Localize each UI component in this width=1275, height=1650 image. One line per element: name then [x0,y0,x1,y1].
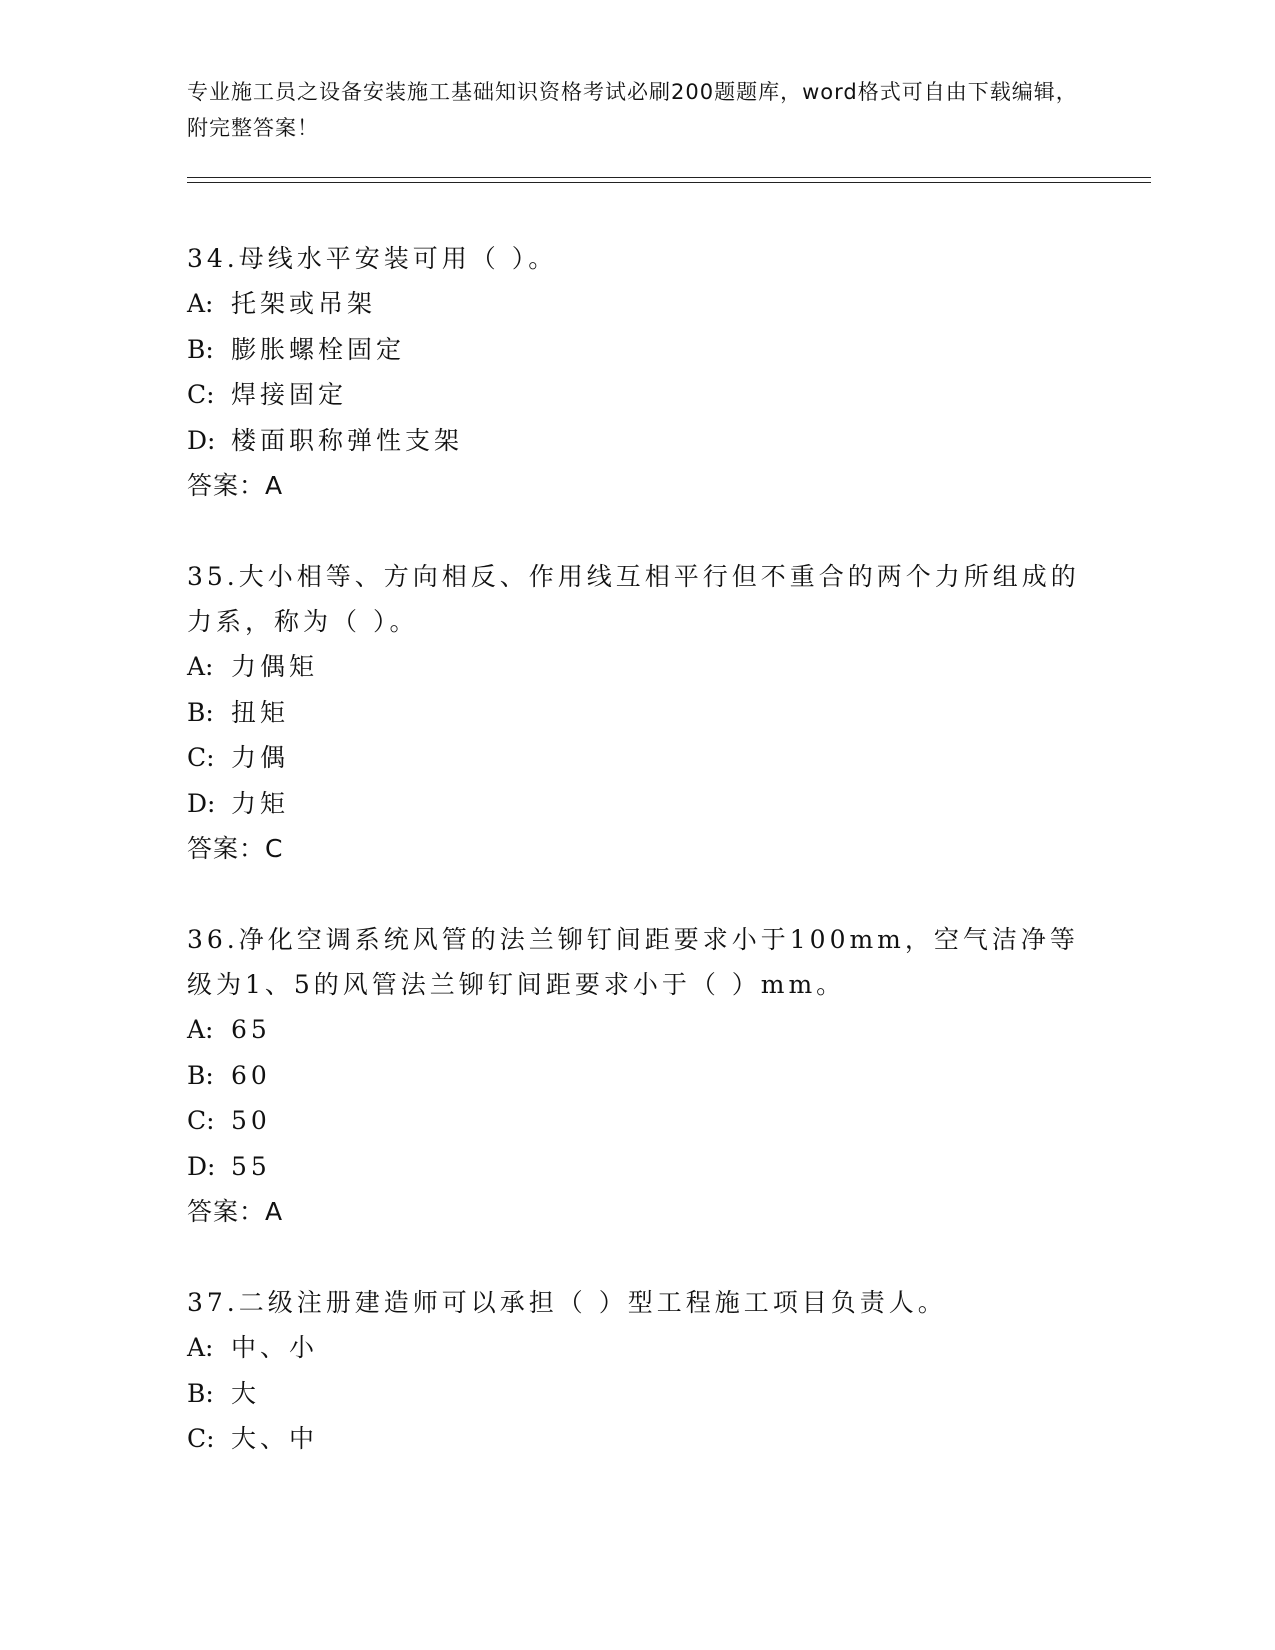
option-key: A: [187,289,214,318]
question-36 [187,917,1087,1234]
option-b [187,327,1087,373]
option-text: 大 [231,1378,261,1408]
question-stem: 34.母线水平安装可用（ ）。 [187,244,558,273]
option-text: 力偶 [231,743,290,772]
option-text: 65 [231,1015,271,1044]
option-text: 55 [231,1151,271,1181]
option-key: C: [187,1424,215,1453]
option-key: C: [187,743,215,772]
option-text: 60 [231,1060,271,1090]
option-key: C: [187,380,215,409]
option-key: A: [187,1333,214,1362]
header-divider-top [187,177,1151,178]
option-text: 托架或吊架 [231,289,377,318]
answer-line: 答案：A [187,471,284,500]
option-text: 50 [231,1106,271,1135]
question-34 [187,236,1087,508]
option-key: D: [187,425,216,455]
option-b [187,690,1087,736]
question-list [187,236,1087,1508]
option-text: 力矩 [231,788,290,818]
header-divider-bottom [187,182,1151,183]
option-d [187,781,1087,827]
question-stem: 36.净化空调系统风管的法兰铆钉间距要求小于100mm，空气洁净等级为1、5的风管法兰铆钉间距要求小于（ ）mm。 [187,925,1079,999]
option-text: 楼面职称弹性支架 [231,425,464,455]
option-a [187,1007,1087,1053]
option-b [187,1053,1087,1099]
option-key: B: [187,697,214,727]
option-b [187,1371,1087,1417]
answer-line: 答案：C [187,834,284,863]
option-key: B: [187,1378,214,1408]
question-stem: 37.二级注册建造师可以承担（ ）型工程施工项目负责人。 [187,1288,947,1317]
question-35 [187,554,1087,871]
option-c [187,1416,1087,1462]
question-37 [187,1280,1087,1462]
option-a [187,644,1087,690]
option-c [187,735,1087,781]
option-key: C: [187,1106,215,1135]
option-key: D: [187,1151,216,1181]
option-a [187,1325,1087,1371]
option-key: A: [187,1015,214,1044]
question-stem: 35.大小相等、方向相反、作用线互相平行但不重合的两个力所组成的力系，称为（ ）。 [187,562,1080,636]
option-key: B: [187,334,214,364]
option-text: 膨胀螺栓固定 [231,334,406,364]
option-c [187,1098,1087,1144]
option-text: 焊接固定 [231,380,348,409]
option-key: A: [187,652,214,681]
option-text: 大、中 [231,1424,319,1453]
option-d [187,418,1087,464]
option-key: D: [187,788,216,818]
answer-line: 答案：A [187,1197,284,1226]
option-c [187,372,1087,418]
option-a [187,281,1087,327]
option-text: 扭矩 [231,697,290,727]
option-text: 中、小 [231,1333,319,1362]
option-key: B: [187,1060,214,1090]
option-d [187,1144,1087,1190]
option-text: 力偶矩 [231,652,319,681]
document-header: 专业施工员之设备安装施工基础知识资格考试必刷200题题库，word格式可自由下载编辑，附完整答案！ [187,80,1078,140]
